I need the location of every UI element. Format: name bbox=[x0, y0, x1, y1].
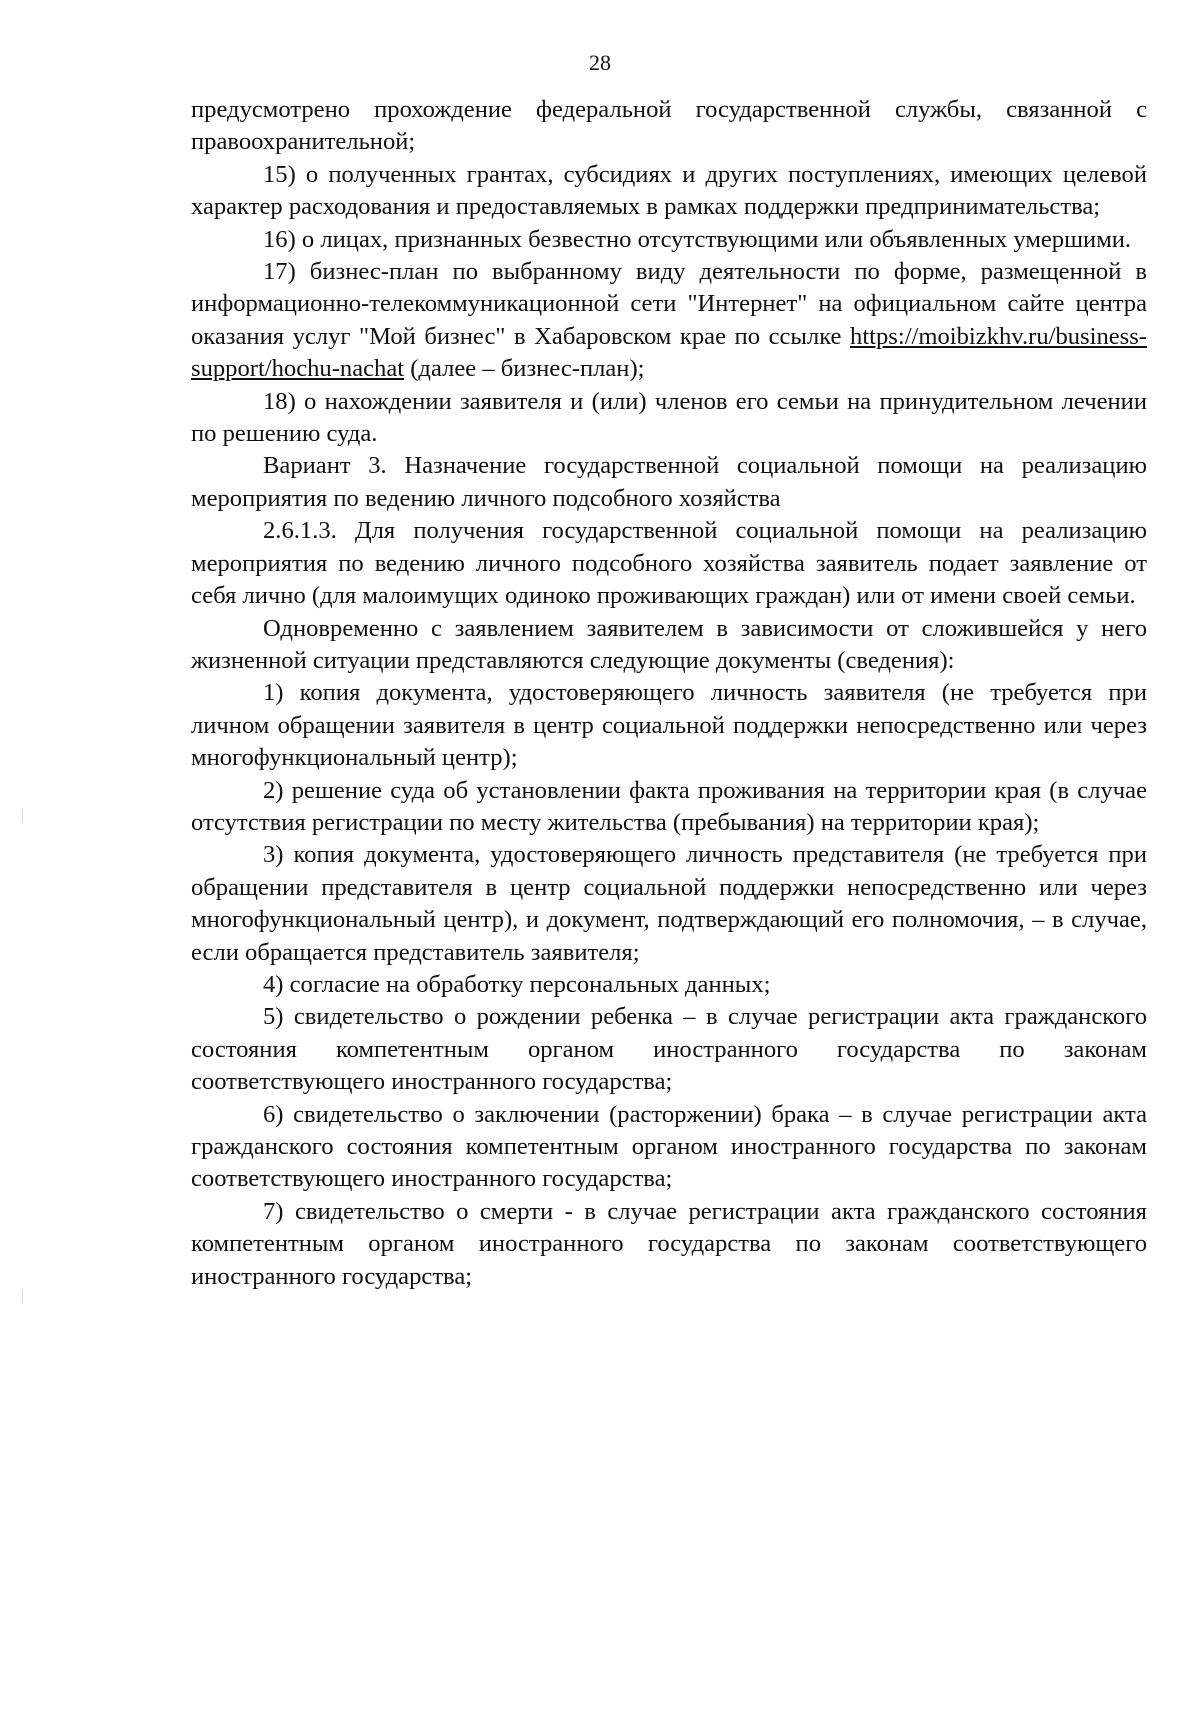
business-plan-link[interactable]: https://moibizkhv.ru/business-support/hochu-nachat bbox=[191, 322, 1147, 383]
document-body bbox=[191, 94, 1147, 1293]
document-item-5: 5) свидетельство о рождении ребенка – в случае регистрации акта гражданского состояния компетентным органом иностранного государства по законам соответствующего иностранного государства; bbox=[191, 1003, 1147, 1096]
scan-margin-mark bbox=[22, 1290, 23, 1304]
variant-heading: Вариант 3. Назначение государственной социальной помощи на реализацию мероприятия по ведению личного подсобного хозяйства bbox=[191, 452, 1147, 512]
document-item-2: 2) решение суда об установлении факта проживания на территории края (в случае отсутствия регистрации по месту жительства (пребывания) на территории края); bbox=[191, 776, 1147, 836]
document-item-4: 4) согласие на обработку персональных данных; bbox=[263, 970, 771, 998]
paragraph-item-17-tail: (далее – бизнес-план); bbox=[404, 355, 645, 383]
paragraph-documents-intro: Одновременно с заявлением заявителем в зависимости от сложившейся у него жизненной ситуации представляются следующие документы (сведения): bbox=[191, 614, 1147, 674]
paragraph-continuation: предусмотрено прохождение федеральной государственной службы, связанной с правоохранительной; bbox=[191, 96, 1147, 156]
page-number: 28 bbox=[589, 50, 611, 75]
paragraph-item-17-text: 17) бизнес-план по выбранному виду деятельности по форме, размещенной в информационно-телекоммуникационной сети "Интернет" на официальном сайте центра оказания услуг "Мой бизнес" в Хабаровском крае по ссылке bbox=[191, 258, 1147, 350]
paragraph-item-15: 15) о полученных грантах, субсидиях и других поступлениях, имеющих целевой характер расходования и предоставляемых в рамках поддержки предпринимательства; bbox=[191, 160, 1147, 221]
paragraph-2-6-1-3: 2.6.1.3. Для получения государственной социальной помощи на реализацию мероприятия по ведению личного подсобного хозяйства заявитель подает заявление от себя лично (для малоимущих одиноко проживающих граждан) или от имени своей семьи. bbox=[191, 517, 1147, 610]
paragraph-item-18: 18) о нахождении заявителя и (или) членов его семьи на принудительном лечении по решению суда. bbox=[191, 387, 1147, 448]
paragraph-item-16: 16) о лицах, признанных безвестно отсутствующими или объявленных умершими. bbox=[263, 225, 1132, 253]
document-item-1: 1) копия документа, удостоверяющего личность заявителя (не требуется при личном обращении заявителя в центр социальной поддержки непосредственно или через многофункциональный центр); bbox=[191, 679, 1147, 772]
paragraph-item-17 bbox=[191, 256, 1147, 386]
document-item-6: 6) свидетельство о заключении (расторжении) брака – в случае регистрации акта гражданского состояния компетентным органом иностранного государства по законам соответствующего иностранного государства; bbox=[191, 1100, 1147, 1193]
document-item-3: 3) копия документа, удостоверяющего личность представителя (не требуется при обращении представителя в центр социальной поддержки непосредственно или через многофункциональный центр), и документ, подтверждающий его полномочия, – в случае, если обращается представитель заявителя; bbox=[191, 841, 1147, 966]
document-item-7: 7) свидетельство о смерти - в случае регистрации акта гражданского состояния компетентным органом иностранного государства по законам соответствующего иностранного государства; bbox=[191, 1197, 1147, 1290]
scan-margin-mark bbox=[22, 808, 23, 822]
